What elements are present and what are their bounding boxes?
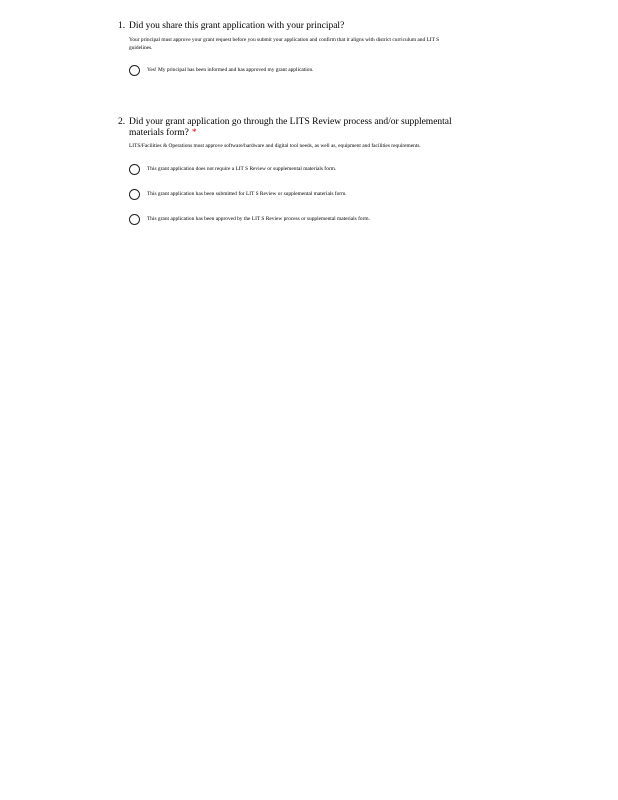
radio-button[interactable]	[129, 214, 140, 225]
question-2-title	[118, 117, 463, 139]
question-1-number: 1.	[118, 21, 126, 31]
radio-option-label: This grant application has been approved by the LIT S Review process or supplemental materials form.	[147, 216, 370, 222]
radio-option[interactable]	[129, 188, 463, 202]
radio-option[interactable]	[129, 213, 463, 227]
question-2-number: 2.	[118, 117, 126, 127]
question-1-options	[118, 63, 463, 77]
radio-button[interactable]	[129, 189, 140, 200]
question-2-text-wrapper	[129, 117, 463, 139]
radio-option[interactable]	[129, 163, 463, 177]
radio-option-label: This grant application has been submitted for LIT S Review or supplemental materials form.	[147, 191, 347, 197]
radio-option-label: Yes! My principal has been informed and has approved my grant application.	[147, 66, 314, 73]
question-1-title	[118, 21, 463, 32]
question-1	[118, 21, 463, 88]
radio-button[interactable]	[129, 65, 140, 76]
radio-option[interactable]	[129, 63, 463, 77]
question-2	[118, 117, 463, 238]
required-asterisk: *	[191, 128, 197, 138]
question-1-description: Your principal must approve your grant request before you submit your application and confirm that it aligns with district curriculum and LIT S guidelines.	[129, 37, 440, 51]
question-2-text: Did your grant application go through the LITS Review process and/or supplemental materials form?	[129, 117, 452, 138]
question-2-description: LITS/Facilities & Operations must approve software/hardware and digital tool needs, as well as, equipment and facilities requirements.	[129, 143, 421, 149]
radio-option-label: This grant application does not require a LIT S Review or supplemental materials form.	[147, 166, 337, 172]
radio-button[interactable]	[129, 164, 140, 175]
question-1-text: Did you share this grant application with your principal?	[129, 21, 345, 31]
question-2-options	[118, 163, 463, 227]
